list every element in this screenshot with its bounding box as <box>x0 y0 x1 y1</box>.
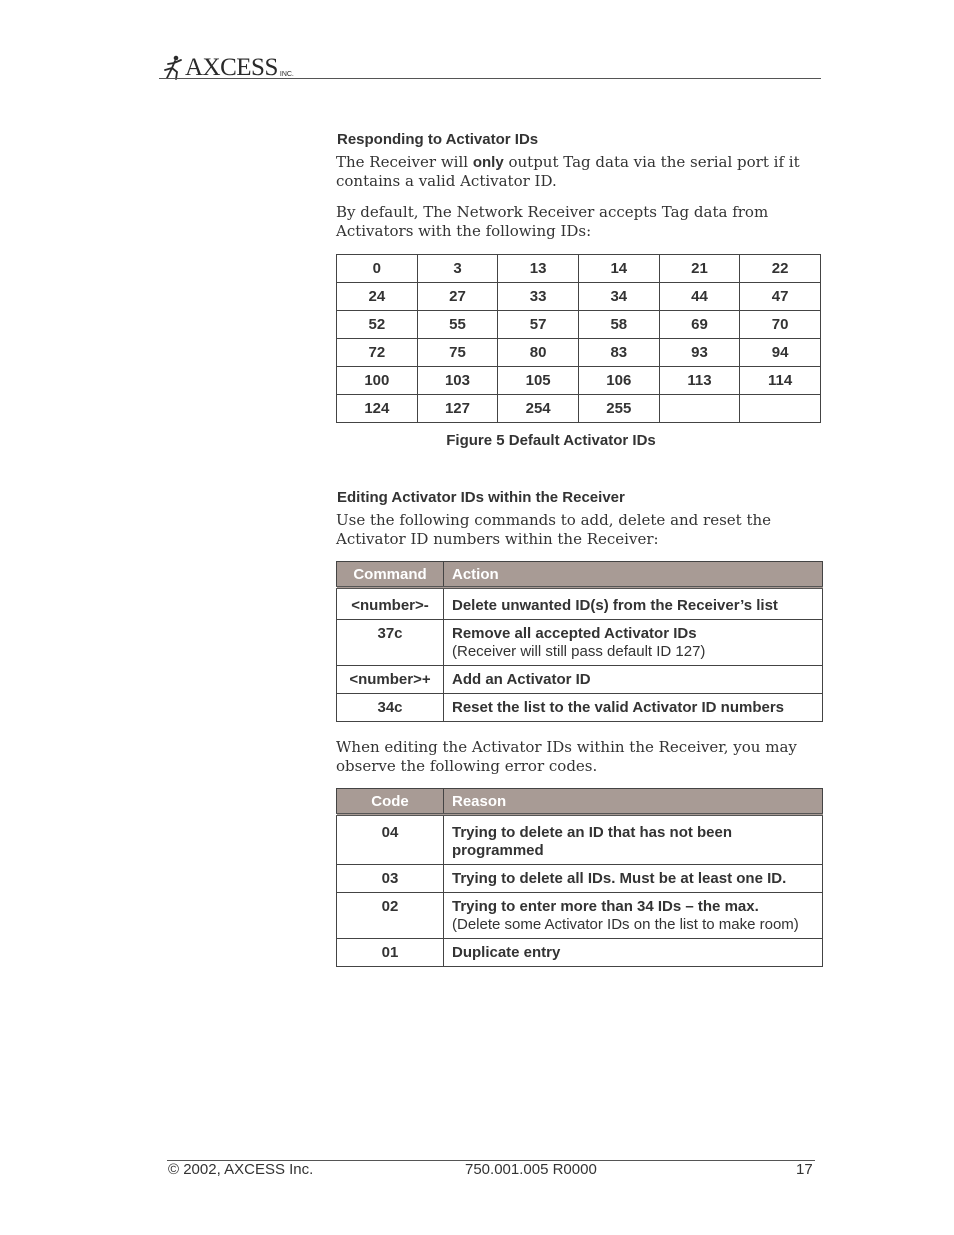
id-cell: 0 <box>337 255 418 283</box>
id-cell: 124 <box>337 395 418 423</box>
reason-text: Duplicate entry <box>452 944 561 961</box>
reason-cell <box>444 893 823 939</box>
id-cell: 52 <box>337 311 418 339</box>
reason-cell <box>444 939 823 967</box>
table-row <box>337 339 821 367</box>
table-row <box>337 588 823 620</box>
command-cell: <number>- <box>337 588 444 620</box>
paragraph-commands-intro: Use the following commands to add, delete and reset the Activator ID numbers within the Receiver: <box>336 511 772 548</box>
id-cell: 44 <box>659 283 740 311</box>
id-cell: 22 <box>740 255 821 283</box>
reason-text: Trying to delete all IDs. Must be at least one ID. <box>452 870 787 887</box>
id-cell: 70 <box>740 311 821 339</box>
action-text: Delete unwanted ID(s) from the Receiver’s list <box>452 597 778 614</box>
default-activator-ids-table <box>336 254 821 423</box>
id-cell: 105 <box>498 367 579 395</box>
id-cell: 47 <box>740 283 821 311</box>
id-cell: 72 <box>337 339 418 367</box>
id-cell: 21 <box>659 255 740 283</box>
id-cell: 94 <box>740 339 821 367</box>
id-cell: 255 <box>578 395 659 423</box>
emphasis-only: only <box>472 154 504 171</box>
column-header-reason: Reason <box>444 789 823 815</box>
paragraph-only-output <box>336 153 816 191</box>
code-cell: 02 <box>337 893 444 939</box>
id-cell: 113 <box>659 367 740 395</box>
action-cell <box>444 694 823 722</box>
table-row <box>337 865 823 893</box>
reason-note: (Delete some Activator IDs on the list to make room) <box>452 916 799 933</box>
command-cell: 34c <box>337 694 444 722</box>
column-header-action: Action <box>444 562 823 588</box>
section-heading-responding: Responding to Activator IDs <box>337 131 539 148</box>
id-cell: 69 <box>659 311 740 339</box>
reason-cell <box>444 865 823 893</box>
section-heading-editing: Editing Activator IDs within the Receiver <box>337 489 625 506</box>
code-cell: 04 <box>337 815 444 865</box>
id-cell: 55 <box>417 311 498 339</box>
table-row <box>337 666 823 694</box>
id-cell <box>659 395 740 423</box>
id-cell: 24 <box>337 283 418 311</box>
id-cell: 254 <box>498 395 579 423</box>
action-text: Remove all accepted Activator IDs <box>452 625 697 642</box>
table-row <box>337 939 823 967</box>
table-row <box>337 255 821 283</box>
paragraph-error-codes-intro: When editing the Activator IDs within the Receiver, you may observe the following error codes. <box>336 738 797 775</box>
id-cell: 13 <box>498 255 579 283</box>
reason-text: Trying to enter more than 34 IDs – the max. <box>452 898 759 915</box>
id-cell: 80 <box>498 339 579 367</box>
paragraph-default-ids: By default, The Network Receiver accepts Tag data from Activators with the following IDs: <box>336 203 769 240</box>
id-cell: 75 <box>417 339 498 367</box>
logo-text: AXCESS <box>185 54 278 81</box>
footer-document-number: 750.001.005 R0000 <box>465 1161 597 1178</box>
table-row <box>337 283 821 311</box>
table-row <box>337 893 823 939</box>
id-cell: 103 <box>417 367 498 395</box>
figure-caption: Figure 5 Default Activator IDs <box>446 432 656 449</box>
id-cell: 33 <box>498 283 579 311</box>
reason-cell <box>444 815 823 865</box>
action-note: (Receiver will still pass default ID 127) <box>452 643 706 660</box>
table-row <box>337 815 823 865</box>
table-header-row <box>337 789 823 815</box>
id-cell: 3 <box>417 255 498 283</box>
column-header-command: Command <box>337 562 444 588</box>
action-cell <box>444 588 823 620</box>
table-row <box>337 395 821 423</box>
paragraph-text-end: output Tag data via the serial port if it contains a valid Activator ID. <box>336 153 800 190</box>
table-row <box>337 620 823 666</box>
logo-suffix: INC. <box>279 71 294 78</box>
id-cell: 58 <box>578 311 659 339</box>
reason-text: Trying to delete an ID that has not been programmed <box>452 824 733 859</box>
command-cell: 37c <box>337 620 444 666</box>
error-code-table <box>336 788 823 967</box>
table-row <box>337 694 823 722</box>
footer-page-number: 17 <box>796 1161 813 1178</box>
id-cell: 106 <box>578 367 659 395</box>
action-cell <box>444 666 823 694</box>
company-logo <box>163 52 294 80</box>
id-cell: 114 <box>740 367 821 395</box>
id-cell: 14 <box>578 255 659 283</box>
code-cell: 01 <box>337 939 444 967</box>
id-cell: 100 <box>337 367 418 395</box>
command-cell: <number>+ <box>337 666 444 694</box>
paragraph-text-start: The Receiver will <box>336 153 473 171</box>
action-text: Reset the list to the valid Activator ID numbers <box>452 699 785 716</box>
table-header-row <box>337 562 823 588</box>
table-row <box>337 367 821 395</box>
action-cell <box>444 620 823 666</box>
running-figure-icon <box>163 54 185 80</box>
id-cell: 93 <box>659 339 740 367</box>
id-cell: 27 <box>417 283 498 311</box>
header-rule <box>159 78 821 79</box>
action-text: Add an Activator ID <box>452 671 591 688</box>
column-header-code: Code <box>337 789 444 815</box>
id-cell: 127 <box>417 395 498 423</box>
id-cell: 34 <box>578 283 659 311</box>
id-cell <box>740 395 821 423</box>
code-cell: 03 <box>337 865 444 893</box>
command-table <box>336 561 823 722</box>
table-row <box>337 311 821 339</box>
footer-copyright: © 2002, AXCESS Inc. <box>168 1161 314 1178</box>
id-cell: 57 <box>498 311 579 339</box>
id-cell: 83 <box>578 339 659 367</box>
